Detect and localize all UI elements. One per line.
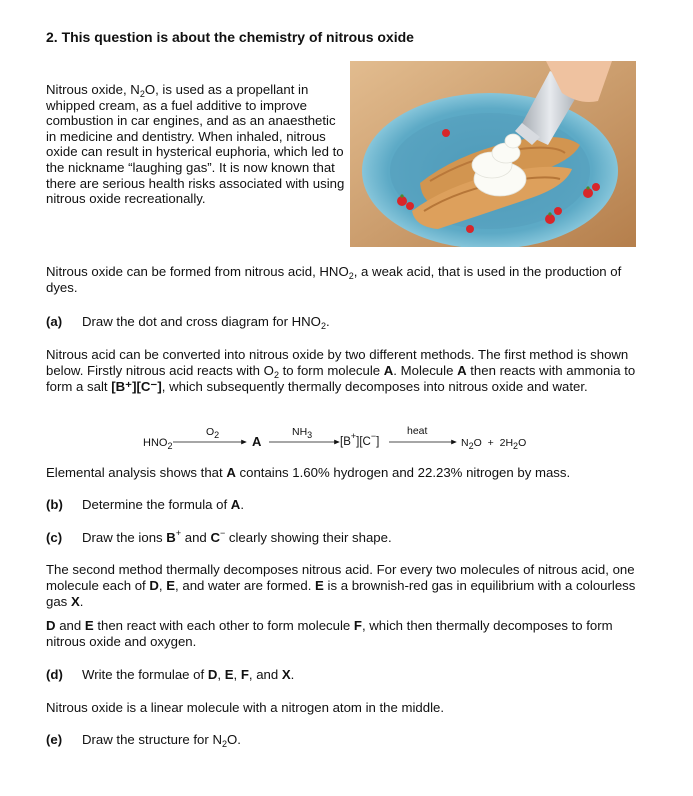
question-e: (e) Draw the structure for $N_2O$. [46, 732, 241, 749]
reaction-scheme [46, 422, 646, 458]
scheme-salt: [B+][C−] [340, 431, 380, 448]
scheme-start: $HNO_2$ [143, 437, 173, 451]
de-reaction-paragraph: D and E then react with each other to form molecule F, which then thermally decomposes to form nitrous oxide and oxygen. [46, 618, 613, 649]
whipped-cream-crepes-photo [350, 61, 636, 247]
scheme-products: $N_2O + 2H_2O$ [461, 437, 527, 451]
elemental-paragraph: Elemental analysis shows that A contains 1.60% hydrogen and 22.23% nitrogen by mass. [46, 465, 571, 480]
reagent-o2: $O_2$ [206, 426, 220, 440]
question-c: (c) Draw the ions B+ and C− clearly showing their shape. [46, 528, 392, 545]
question-b: (b) Determine the formula of A. [46, 497, 244, 512]
question-a: (a) Draw the dot and cross diagram for $HNO_2$. [46, 314, 330, 331]
question-title: 2. This question is about the chemistry of nitrous oxide [46, 29, 414, 45]
intro-paragraph: Nitrous oxide, $N_2O$, is used as a propellant in whipped cream, as a fuel additive to improve combustion in car engines, and as an anaesthetic in medicine and dentistry. When inhaled, nitrous oxide can result in hysterical euphoria, which led to the nickname “laughing gas”. It is now known that there are serious health risks associated with using nitrous oxide recreationally. [46, 82, 345, 207]
scheme-A: A [252, 434, 262, 449]
condition-heat: heat [407, 425, 428, 437]
second-method-paragraph: The second method thermally decomposes nitrous acid. For every two molecules of nitrous acid, one molecule each of D, E, and water are formed. E is a brownish-red gas in equilibrium with a colourless gas X. [46, 562, 636, 609]
question-d: (d) Write the formulae of D, E, F, and X. [46, 667, 295, 682]
formation-paragraph: Nitrous oxide can be formed from nitrous acid, $HNO_2$, a weak acid, that is used in the production of dyes. [46, 264, 622, 295]
linear-molecule-paragraph: Nitrous oxide is a linear molecule with a nitrogen atom in the middle. [46, 700, 445, 715]
methods-paragraph: Nitrous acid can be converted into nitrous oxide by two different methods. The first method is shown below. Firstly nitrous acid reacts with $O_2$ to form molecule A. Molecule A then reacts with ammonia to form a salt [B⁺][C⁻], which subsequently thermally decomposes into nitrous oxide and water. [46, 347, 636, 394]
reagent-nh3: $NH_3$ [292, 426, 313, 440]
